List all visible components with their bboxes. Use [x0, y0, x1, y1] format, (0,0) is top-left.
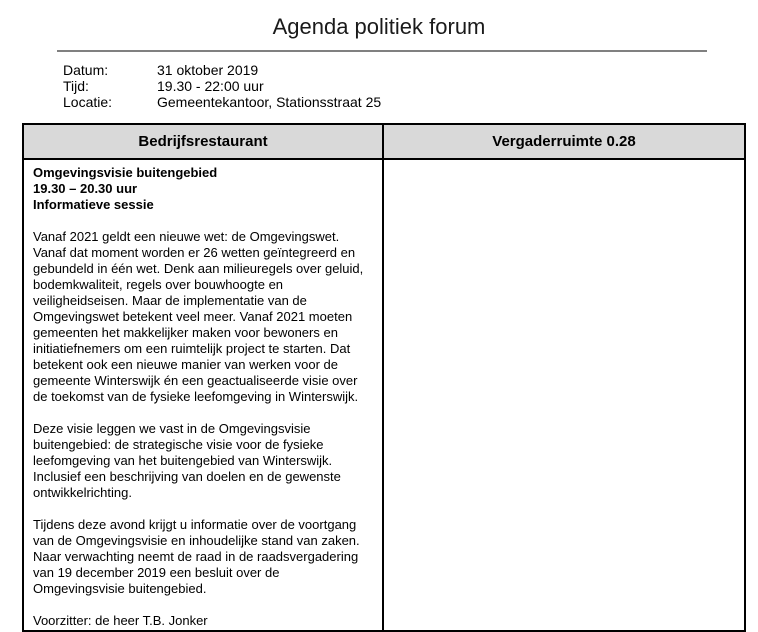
page-title: Agenda politiek forum [272, 14, 486, 39]
session-time: 19.30 – 20.30 uur [33, 181, 138, 196]
table-header-row [24, 125, 744, 160]
meta-label-locatie: Locatie: [63, 94, 113, 110]
session-paragraph: Deze visie leggen we vast in de Omgevingsvisie buitengebied: de strategische visie voor de fysieke leefomgeving van het buitengebied van Winterswijk. Inclusief een beschrijving van doelen en de gewenste ontwikkelrichting. [33, 421, 341, 500]
table-body-row [24, 160, 744, 630]
session-title: Omgevingsvisie buitengebied [33, 165, 218, 180]
meta-value-datum: 31 oktober 2019 [157, 62, 259, 78]
session-type: Informatieve sessie [33, 197, 154, 212]
meta-row-tijd [63, 78, 381, 94]
session-cell-bedrijfsrestaurant [24, 160, 384, 630]
meta-value-locatie: Gemeentekantoor, Stationsstraat 25 [157, 94, 382, 110]
session-heading [33, 165, 373, 213]
meta-row-locatie [63, 94, 381, 110]
title-rule [57, 50, 707, 52]
session-paragraph: Tijdens deze avond krijgt u informatie over de voortgang van de Omgevingsvisie en inhoudelijke stand van zaken. Naar verwachting neemt de raad in de raadsvergadering van 19 december 2019 een besluit over de Omgevingsvisie buitengebied. [33, 517, 360, 596]
column-header-bedrijfsrestaurant: Bedrijfsrestaurant [24, 125, 384, 158]
column-header-vergaderruimte: Vergaderruimte 0.28 [492, 133, 636, 150]
meta-value-tijd: 19.30 - 22:00 uur [157, 78, 264, 94]
session-cell-vergaderruimte [384, 160, 744, 630]
session-paragraph: Vanaf 2021 geldt een nieuwe wet: de Omgevingswet. Vanaf dat moment worden er 26 wetten geïntegreerd en gebundeld in één wet. Denk aan milieuregels over geluid, bodemkwaliteit, regels over bouwhoogte en veiligheidseisen. Maar de implementatie van de Omgevingswet betekent veel meer. Vanaf 2021 moeten gemeenten het makkelijker maken voor bewoners en initiatiefnemers om een ruimtelijk project te starten. Dat betekent ook een nieuwe manier van werken voor de gemeente Winterswijk én een geactualiseerde visie over de toekomst van de fysieke leefomgeving in Winterswijk. [33, 229, 364, 404]
meta-row-datum [63, 62, 381, 78]
agenda-table [22, 123, 746, 632]
meta-label-datum: Datum: [63, 62, 109, 78]
session-chair: Voorzitter: de heer T.B. Jonker [33, 613, 208, 628]
meta-label-tijd: Tijd: [63, 78, 89, 94]
meta-block [63, 62, 381, 110]
